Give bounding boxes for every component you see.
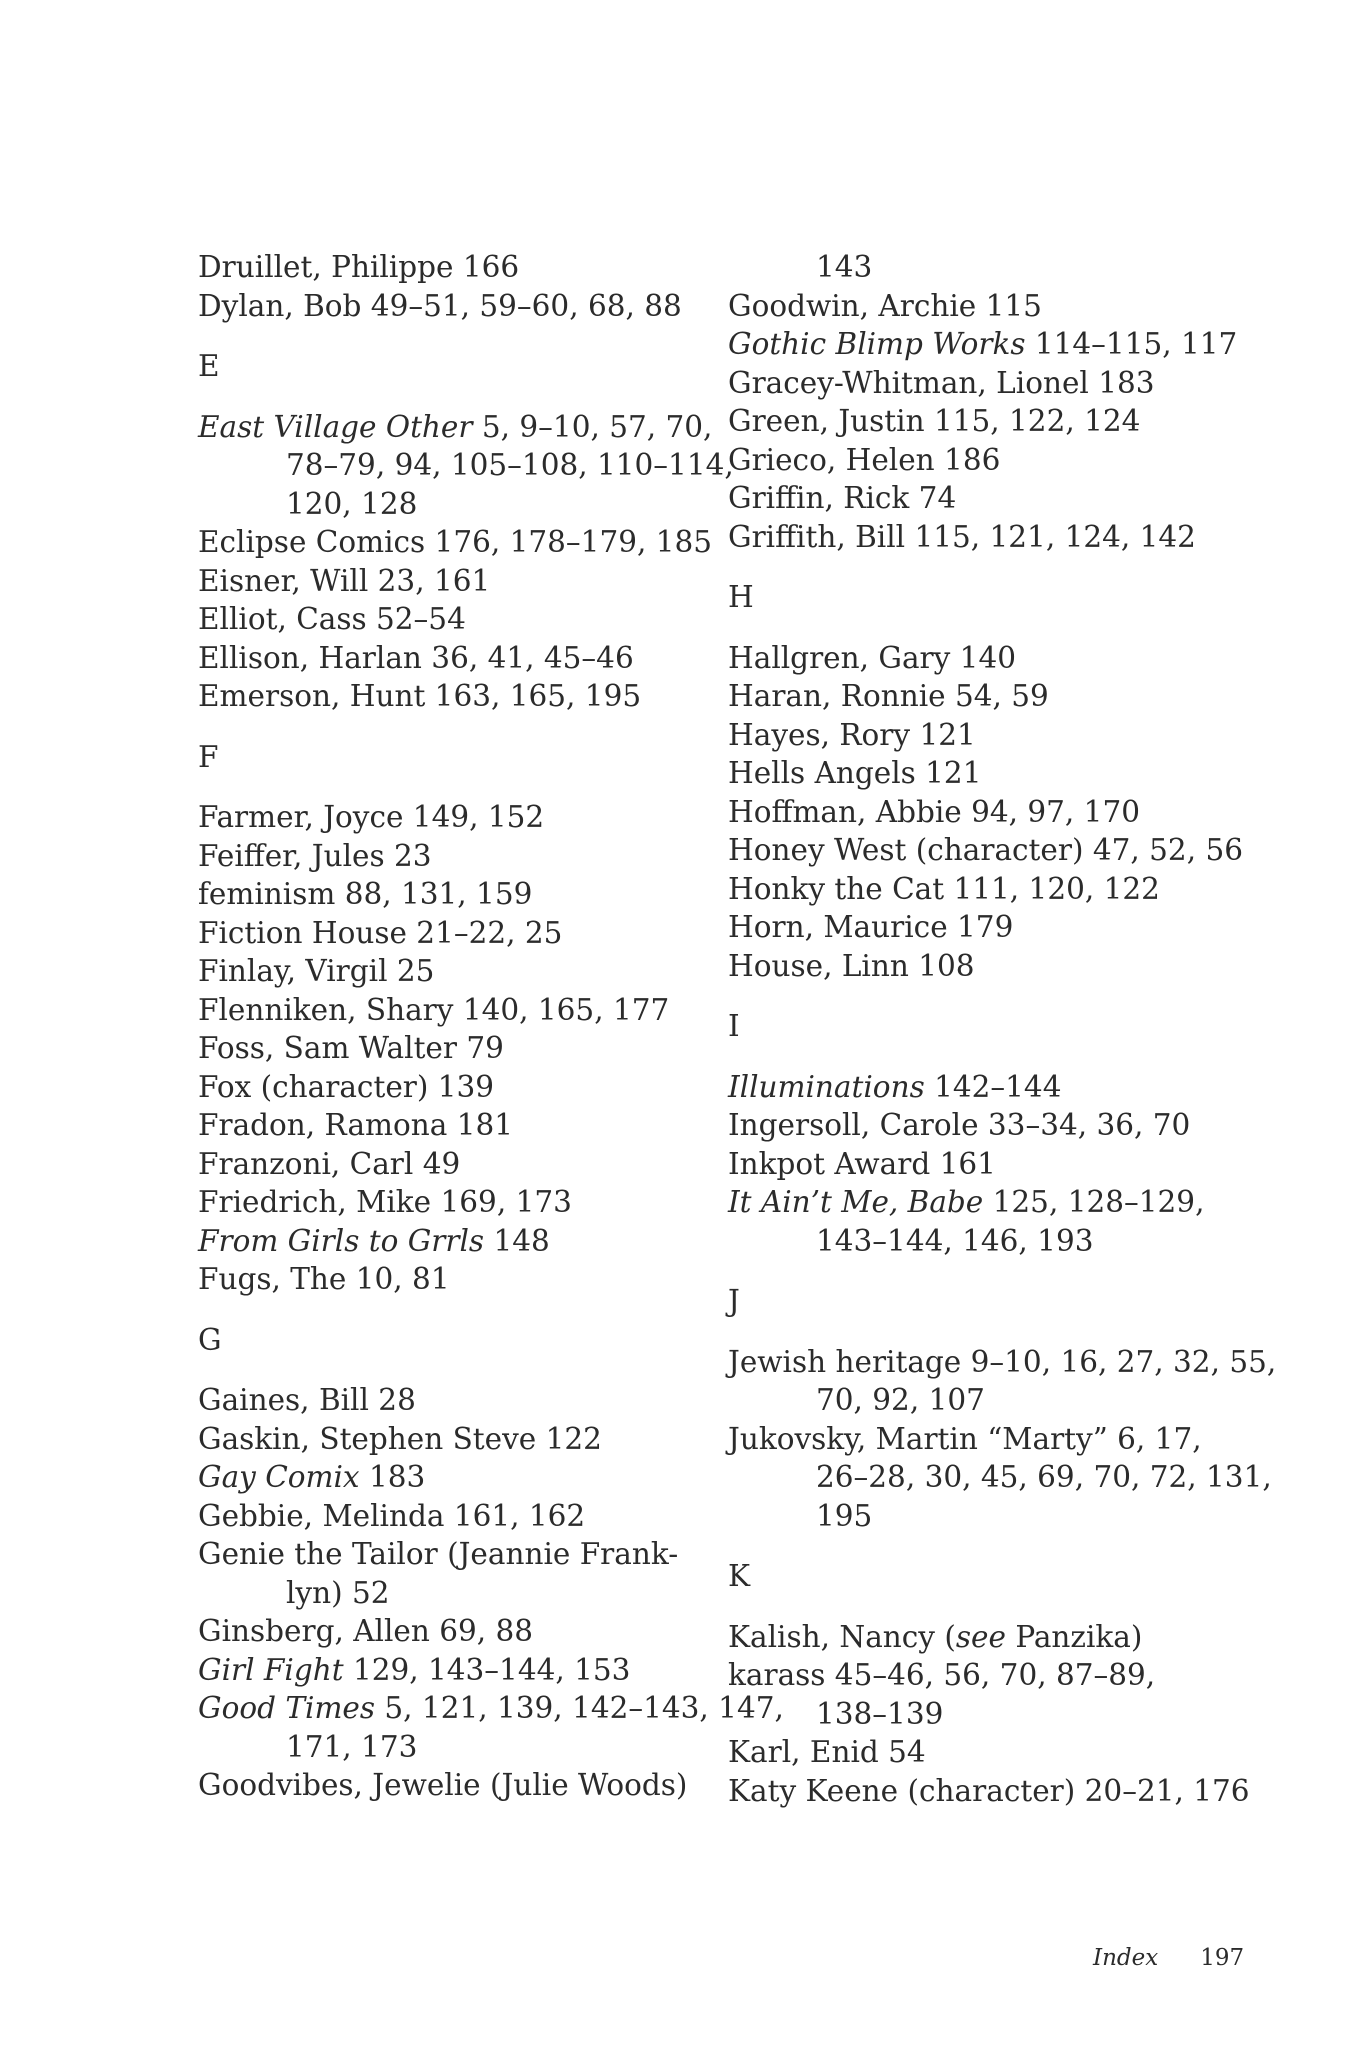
index-entry	[198, 677, 698, 716]
index-entry-continuation	[198, 446, 734, 485]
entry-text: Farmer, Joyce 149, 152	[198, 800, 545, 834]
entry-text: Griffith, Bill 115, 121, 124, 142	[728, 519, 1196, 554]
entry-text: Franzoni, Carl 49	[198, 1146, 461, 1181]
index-entry	[728, 1106, 1248, 1145]
entry-text: 129, 143–144, 153	[343, 1652, 631, 1687]
index-entry	[728, 870, 1248, 909]
index-entry	[198, 562, 698, 601]
entry-text: Panzika)	[1005, 1619, 1143, 1654]
index-entry-continuation	[728, 248, 1248, 287]
entry-text: 171, 173	[286, 1729, 418, 1764]
entry-text: Horn, Maurice 179	[728, 910, 1014, 944]
entry-text: Eisner, Will 23, 161	[198, 563, 491, 598]
entry-title-italic: From Girls to Grrls	[198, 1223, 485, 1258]
entry-text: Hells Angels 121	[728, 756, 982, 790]
entry-text: karass 45–46, 56, 70, 87–89,	[728, 1658, 1156, 1692]
index-entry	[198, 952, 698, 991]
section-letter	[198, 738, 698, 777]
entry-text: Hayes, Rory 121	[728, 717, 976, 752]
index-entry-continuation	[198, 485, 698, 524]
entry-text: Haran, Ronnie 54, 59	[728, 679, 1049, 713]
index-entry	[728, 1068, 1248, 1107]
index-entry	[728, 479, 1248, 518]
index-entry	[198, 991, 698, 1030]
index-entry	[198, 1183, 698, 1222]
index-entry-continuation	[728, 1222, 1248, 1261]
entry-text: Kalish, Nancy (	[728, 1619, 956, 1654]
entry-text: Ginsberg, Allen 69, 88	[198, 1614, 534, 1648]
index-entry	[198, 1381, 698, 1420]
section-letter	[728, 578, 1248, 617]
index-entry	[198, 1689, 784, 1728]
entry-title-italic: East Village Other	[198, 409, 473, 444]
index-entry	[728, 677, 1248, 716]
entry-text: F	[198, 739, 219, 774]
index-entry	[728, 1145, 1248, 1184]
entry-text: 78–79, 94, 105–108, 110–114,	[286, 448, 734, 482]
entry-text: Eclipse Comics 176, 178–179, 185	[198, 525, 713, 559]
entry-title-italic: Girl Fight	[198, 1652, 344, 1687]
entry-text: Hallgren, Gary 140	[728, 640, 1016, 675]
index-entry	[198, 837, 698, 876]
index-entry	[198, 1497, 698, 1536]
section-letter	[728, 1282, 1248, 1321]
entry-text: Jukovsky, Martin “Marty” 6, 17,	[728, 1421, 1202, 1456]
entry-text: Elliot, Cass 52–54	[198, 602, 466, 636]
page-footer	[1093, 1943, 1244, 1973]
entry-text: Fiction House 21–22, 25	[198, 915, 563, 950]
section-spacer	[198, 716, 698, 738]
index-entry	[728, 402, 1248, 441]
entry-text: 114–115, 117	[1025, 327, 1238, 361]
index-entry	[728, 364, 1248, 403]
index-entry	[198, 1222, 698, 1261]
entry-text: Green, Justin 115, 122, 124	[728, 404, 1141, 438]
entry-text: I	[728, 1009, 740, 1043]
index-entry	[728, 793, 1248, 832]
index-entry	[198, 798, 698, 837]
entry-title-italic: It Ain’t Me, Babe	[728, 1185, 984, 1219]
index-entry	[198, 408, 713, 447]
entry-text: Dylan, Bob 49–51, 59–60, 68, 88	[198, 288, 682, 323]
section-spacer	[728, 1046, 1248, 1068]
entry-text: J	[728, 1284, 740, 1318]
index-entry	[198, 1068, 698, 1107]
index-entry	[198, 1612, 698, 1651]
index-entry	[198, 1260, 698, 1299]
section-spacer	[728, 1321, 1248, 1343]
index-entry	[728, 1733, 1248, 1772]
section-letter	[198, 1321, 698, 1360]
entry-text: 195	[816, 1498, 873, 1533]
entry-text: Ingersoll, Carole 33–34, 36, 70	[728, 1108, 1191, 1142]
entry-text: Flenniken, Shary 140, 165, 177	[198, 992, 670, 1027]
section-spacer	[728, 1535, 1248, 1557]
entry-text: 138–139	[816, 1696, 944, 1731]
entry-title-italic: Illuminations	[728, 1069, 925, 1104]
entry-text: Fradon, Ramona 181	[198, 1108, 514, 1142]
entry-text: K	[728, 1559, 751, 1593]
index-entry	[728, 287, 1248, 326]
entry-text: Friedrich, Mike 169, 173	[198, 1185, 572, 1219]
entry-text: 125, 128–129,	[983, 1185, 1205, 1219]
entry-text: Grieco, Helen 186	[728, 442, 1001, 477]
entry-text: Fugs, The 10, 81	[198, 1262, 450, 1296]
entry-text: H	[728, 580, 754, 614]
entry-text: Gaines, Bill 28	[198, 1383, 416, 1417]
entry-text: Inkpot Award 161	[728, 1146, 996, 1181]
index-entry	[198, 1145, 698, 1184]
entry-text: Goodvibes, Jewelie (Julie Woods)	[198, 1768, 688, 1802]
entry-title-italic: Good Times	[198, 1691, 376, 1725]
index-entry	[728, 754, 1248, 793]
index-entry	[728, 441, 1248, 480]
entry-text: Emerson, Hunt 163, 165, 195	[198, 679, 642, 713]
section-letter	[728, 1557, 1248, 1596]
index-entry	[198, 523, 713, 562]
section-spacer	[728, 617, 1248, 639]
index-entry-continuation	[198, 1574, 698, 1613]
entry-text: 148	[484, 1223, 550, 1258]
entry-text: 5, 121, 139, 142–143, 147,	[375, 1691, 784, 1725]
section-letter	[728, 1007, 1248, 1046]
index-entry	[198, 248, 698, 287]
section-letter	[198, 347, 698, 386]
entry-text: 142–144	[924, 1069, 1062, 1104]
entry-text: lyn) 52	[286, 1575, 390, 1610]
section-spacer	[728, 985, 1248, 1007]
entry-text: Gebbie, Melinda 161, 162	[198, 1498, 586, 1533]
entry-text: Griffin, Rick 74	[728, 481, 957, 515]
index-entry	[728, 1183, 1248, 1222]
index-entry-continuation	[728, 1497, 1248, 1536]
section-spacer	[728, 1260, 1248, 1282]
entry-text: Gracey-Whitman, Lionel 183	[728, 365, 1155, 400]
entry-text: 70, 92, 107	[816, 1383, 985, 1417]
entry-title-italic: Gothic Blimp Works	[728, 327, 1026, 361]
index-entry	[728, 716, 1248, 755]
index-entry	[198, 639, 698, 678]
entry-text: feminism 88, 131, 159	[198, 877, 533, 911]
index-entry-continuation	[728, 1381, 1248, 1420]
index-entry	[728, 1343, 1277, 1382]
entry-text: Finlay, Virgil 25	[198, 954, 435, 988]
entry-text: Katy Keene (character) 20–21, 176	[728, 1773, 1250, 1808]
entry-text: 26–28, 30, 45, 69, 70, 72, 131,	[816, 1460, 1272, 1494]
entry-text: Honky the Cat 111, 120, 122	[728, 871, 1160, 906]
entry-title-italic: Gay Comix	[198, 1460, 360, 1494]
index-entry	[728, 1656, 1248, 1695]
index-entry	[198, 914, 698, 953]
index-column-left	[198, 248, 784, 1805]
index-entry-continuation	[198, 1728, 698, 1767]
running-footer-label: Index	[1093, 1945, 1159, 1971]
page-number: 197	[1200, 1945, 1245, 1971]
entry-text: 143	[816, 250, 873, 284]
index-entry	[728, 947, 1248, 986]
entry-text: Foss, Sam Walter 79	[198, 1031, 504, 1065]
index-entry	[198, 287, 698, 326]
index-entry	[728, 1772, 1248, 1811]
index-entry	[728, 518, 1248, 557]
index-entry-continuation	[728, 1695, 1248, 1734]
section-spacer	[198, 1359, 698, 1381]
entry-text: 183	[359, 1460, 426, 1494]
section-spacer	[728, 1596, 1248, 1618]
entry-text: Druillet, Philippe 166	[198, 250, 520, 284]
entry-text: 5, 9–10, 57, 70,	[472, 409, 713, 444]
entry-text: House, Linn 108	[728, 948, 975, 983]
index-entry	[198, 1106, 698, 1145]
entry-text: Ellison, Harlan 36, 41, 45–46	[198, 640, 634, 675]
index-entry	[198, 875, 698, 914]
entry-text: 120, 128	[286, 486, 418, 521]
index-entry	[198, 1029, 698, 1068]
index-entry	[198, 1535, 698, 1574]
index-entry	[728, 1420, 1248, 1459]
section-spacer	[728, 556, 1248, 578]
index-entry	[198, 600, 698, 639]
section-spacer	[198, 1299, 698, 1321]
index-entry	[728, 908, 1248, 947]
section-spacer	[198, 776, 698, 798]
index-entry	[728, 325, 1248, 364]
entry-text: Karl, Enid 54	[728, 1735, 926, 1769]
index-entry	[198, 1766, 698, 1805]
entry-text: Goodwin, Archie 115	[728, 288, 1042, 323]
entry-text: Gaskin, Stephen Steve 122	[198, 1421, 602, 1456]
index-entry	[728, 831, 1248, 870]
entry-text: Hoffman, Abbie 94, 97, 170	[728, 794, 1140, 829]
section-spacer	[198, 325, 698, 347]
index-entry	[198, 1458, 698, 1497]
index-entry	[728, 1618, 1248, 1657]
entry-text: 143–144, 146, 193	[816, 1223, 1094, 1258]
index-entry	[198, 1420, 698, 1459]
index-entry-continuation	[728, 1458, 1272, 1497]
section-spacer	[198, 386, 698, 408]
entry-text: Fox (character) 139	[198, 1069, 495, 1104]
entry-text: Genie the Tailor (Jeannie Frank-	[198, 1537, 679, 1571]
index-entry	[728, 639, 1248, 678]
entry-text: E	[198, 349, 220, 383]
index-column-right	[728, 248, 1277, 1810]
entry-text: Jewish heritage 9–10, 16, 27, 32, 55,	[728, 1344, 1277, 1379]
entry-text: G	[198, 1322, 222, 1357]
entry-text: Feiffer, Jules 23	[198, 838, 432, 873]
entry-title-italic: see	[955, 1619, 1006, 1654]
entry-text: Honey West (character) 47, 52, 56	[728, 833, 1243, 867]
index-entry	[198, 1651, 698, 1690]
